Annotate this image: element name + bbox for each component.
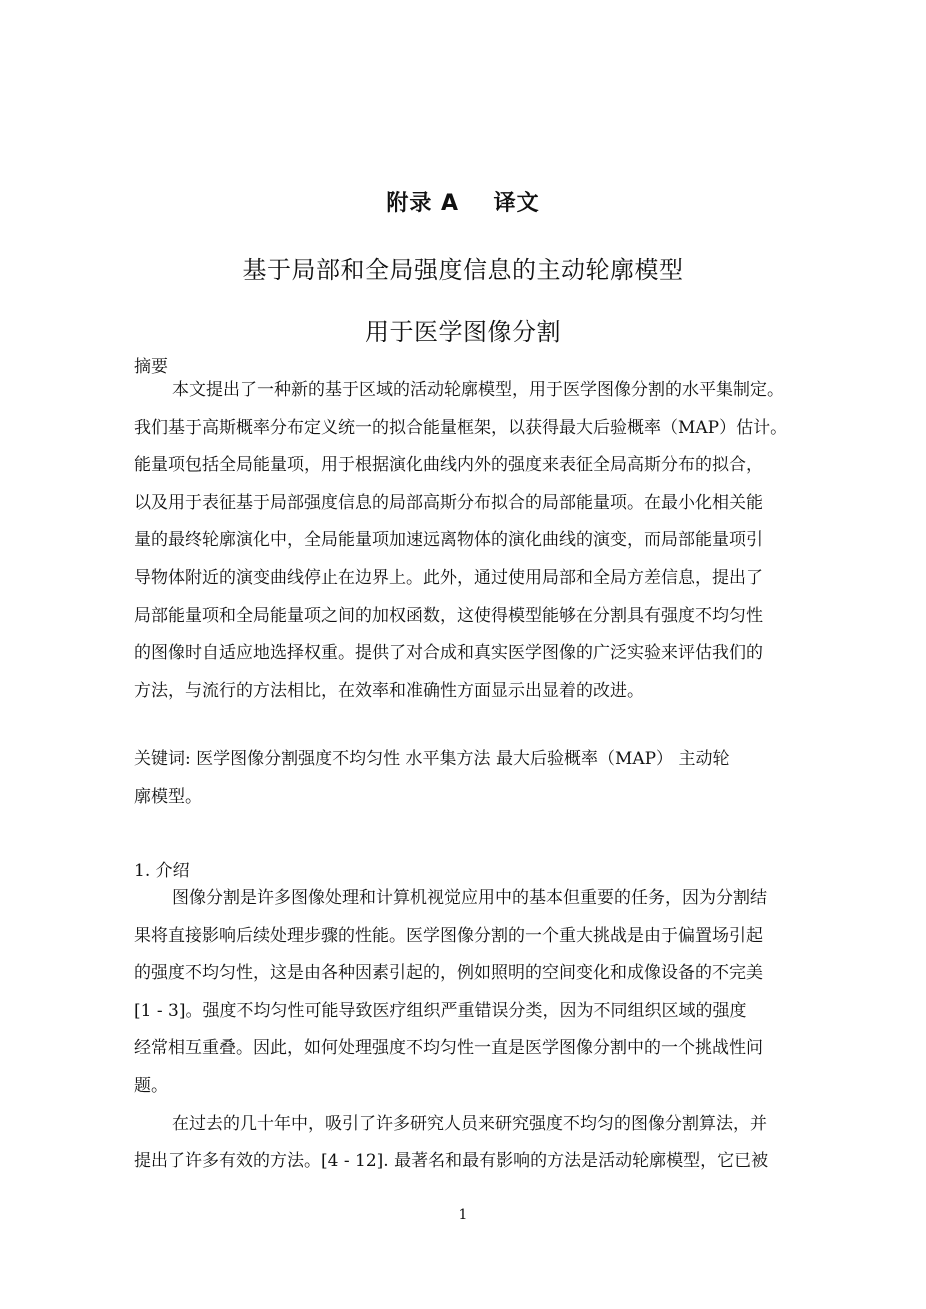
introduction-line: 在过去的几十年中，吸引了许多研究人员来研究强度不均匀的图像分割算法，并 [172,1113,767,1134]
abstract-paragraph [134,372,800,710]
page-number: 1 [458,1207,468,1223]
abstract-line: 的图像时自适应地选择权重。提供了对合成和真实医学图像的广泛实验来评估我们的 [134,643,763,664]
introduction-line: 果将直接影响后续处理步骤的性能。医学图像分割的一个重大挑战是由于偏置场引起 [134,925,763,946]
abstract-line: 本文提出了一种新的基于区域的活动轮廓模型，用于医学图像分割的水平集制定。 [172,380,784,400]
keywords-line: 关键词: 医学图像分割强度不均匀性 水平集方法 最大后验概率（MAP） 主动轮 [134,749,730,769]
section-heading-introduction: 1. 介绍 [134,861,190,881]
document-title-line-2: 用于医学图像分割 [365,318,561,346]
document-title-line-1: 基于局部和全局强度信息的主动轮廓模型 [242,256,684,284]
abstract-line: 以及用于表征基于局部强度信息的局部高斯分布拟合的局部能量项。在最小化相关能 [134,492,763,513]
abstract-line: 我们基于高斯概率分布定义统一的拟合能量框架，以获得最大后验概率（MAP）估计。 [134,417,788,438]
abstract-line: 能量项包括全局能量项，用于根据演化曲线内外的强度来表征全局高斯分布的拟合， [134,455,763,476]
abstract-line: 量的最终轮廓演化中，全局能量项加速远离物体的演化曲线的演变，而局部能量项引 [134,530,763,551]
introduction-line: 的强度不均匀性，这是由各种因素引起的，例如照明的空间变化和成像设备的不完美 [134,963,763,984]
introduction-line: 题。 [134,1075,168,1096]
abstract-line: 局部能量项和全局能量项之间的加权函数，这使得模型能够在分割具有强度不均匀性 [134,605,763,626]
introduction-line: 经常相互重叠。因此，如何处理强度不均匀性一直是医学图像分割中的一个挑战性问 [134,1038,763,1059]
introduction-paragraph [134,880,800,1181]
keywords-line: 廓模型。 [134,786,202,807]
introduction-line: 提出了许多有效的方法。[4 - 12]. 最著名和最有影响的方法是活动轮廓模型，它已被 [134,1151,769,1172]
introduction-line: [1 - 3]。强度不均匀性可能导致医疗组织严重错误分类，因为不同组织区域的强度 [134,1000,747,1021]
abstract-line: 导物体附近的演变曲线停止在边界上。此外，通过使用局部和全局方差信息，提出了 [134,567,763,588]
abstract-line: 方法，与流行的方法相比，在效率和准确性方面显示出显着的改进。 [134,680,644,701]
abstract-label: 摘要 [134,357,168,377]
introduction-line: 图像分割是许多图像处理和计算机视觉应用中的基本但重要的任务，因为分割结 [172,888,767,908]
keywords-paragraph [134,741,800,816]
appendix-title: 附录 A 译文 [386,191,540,216]
